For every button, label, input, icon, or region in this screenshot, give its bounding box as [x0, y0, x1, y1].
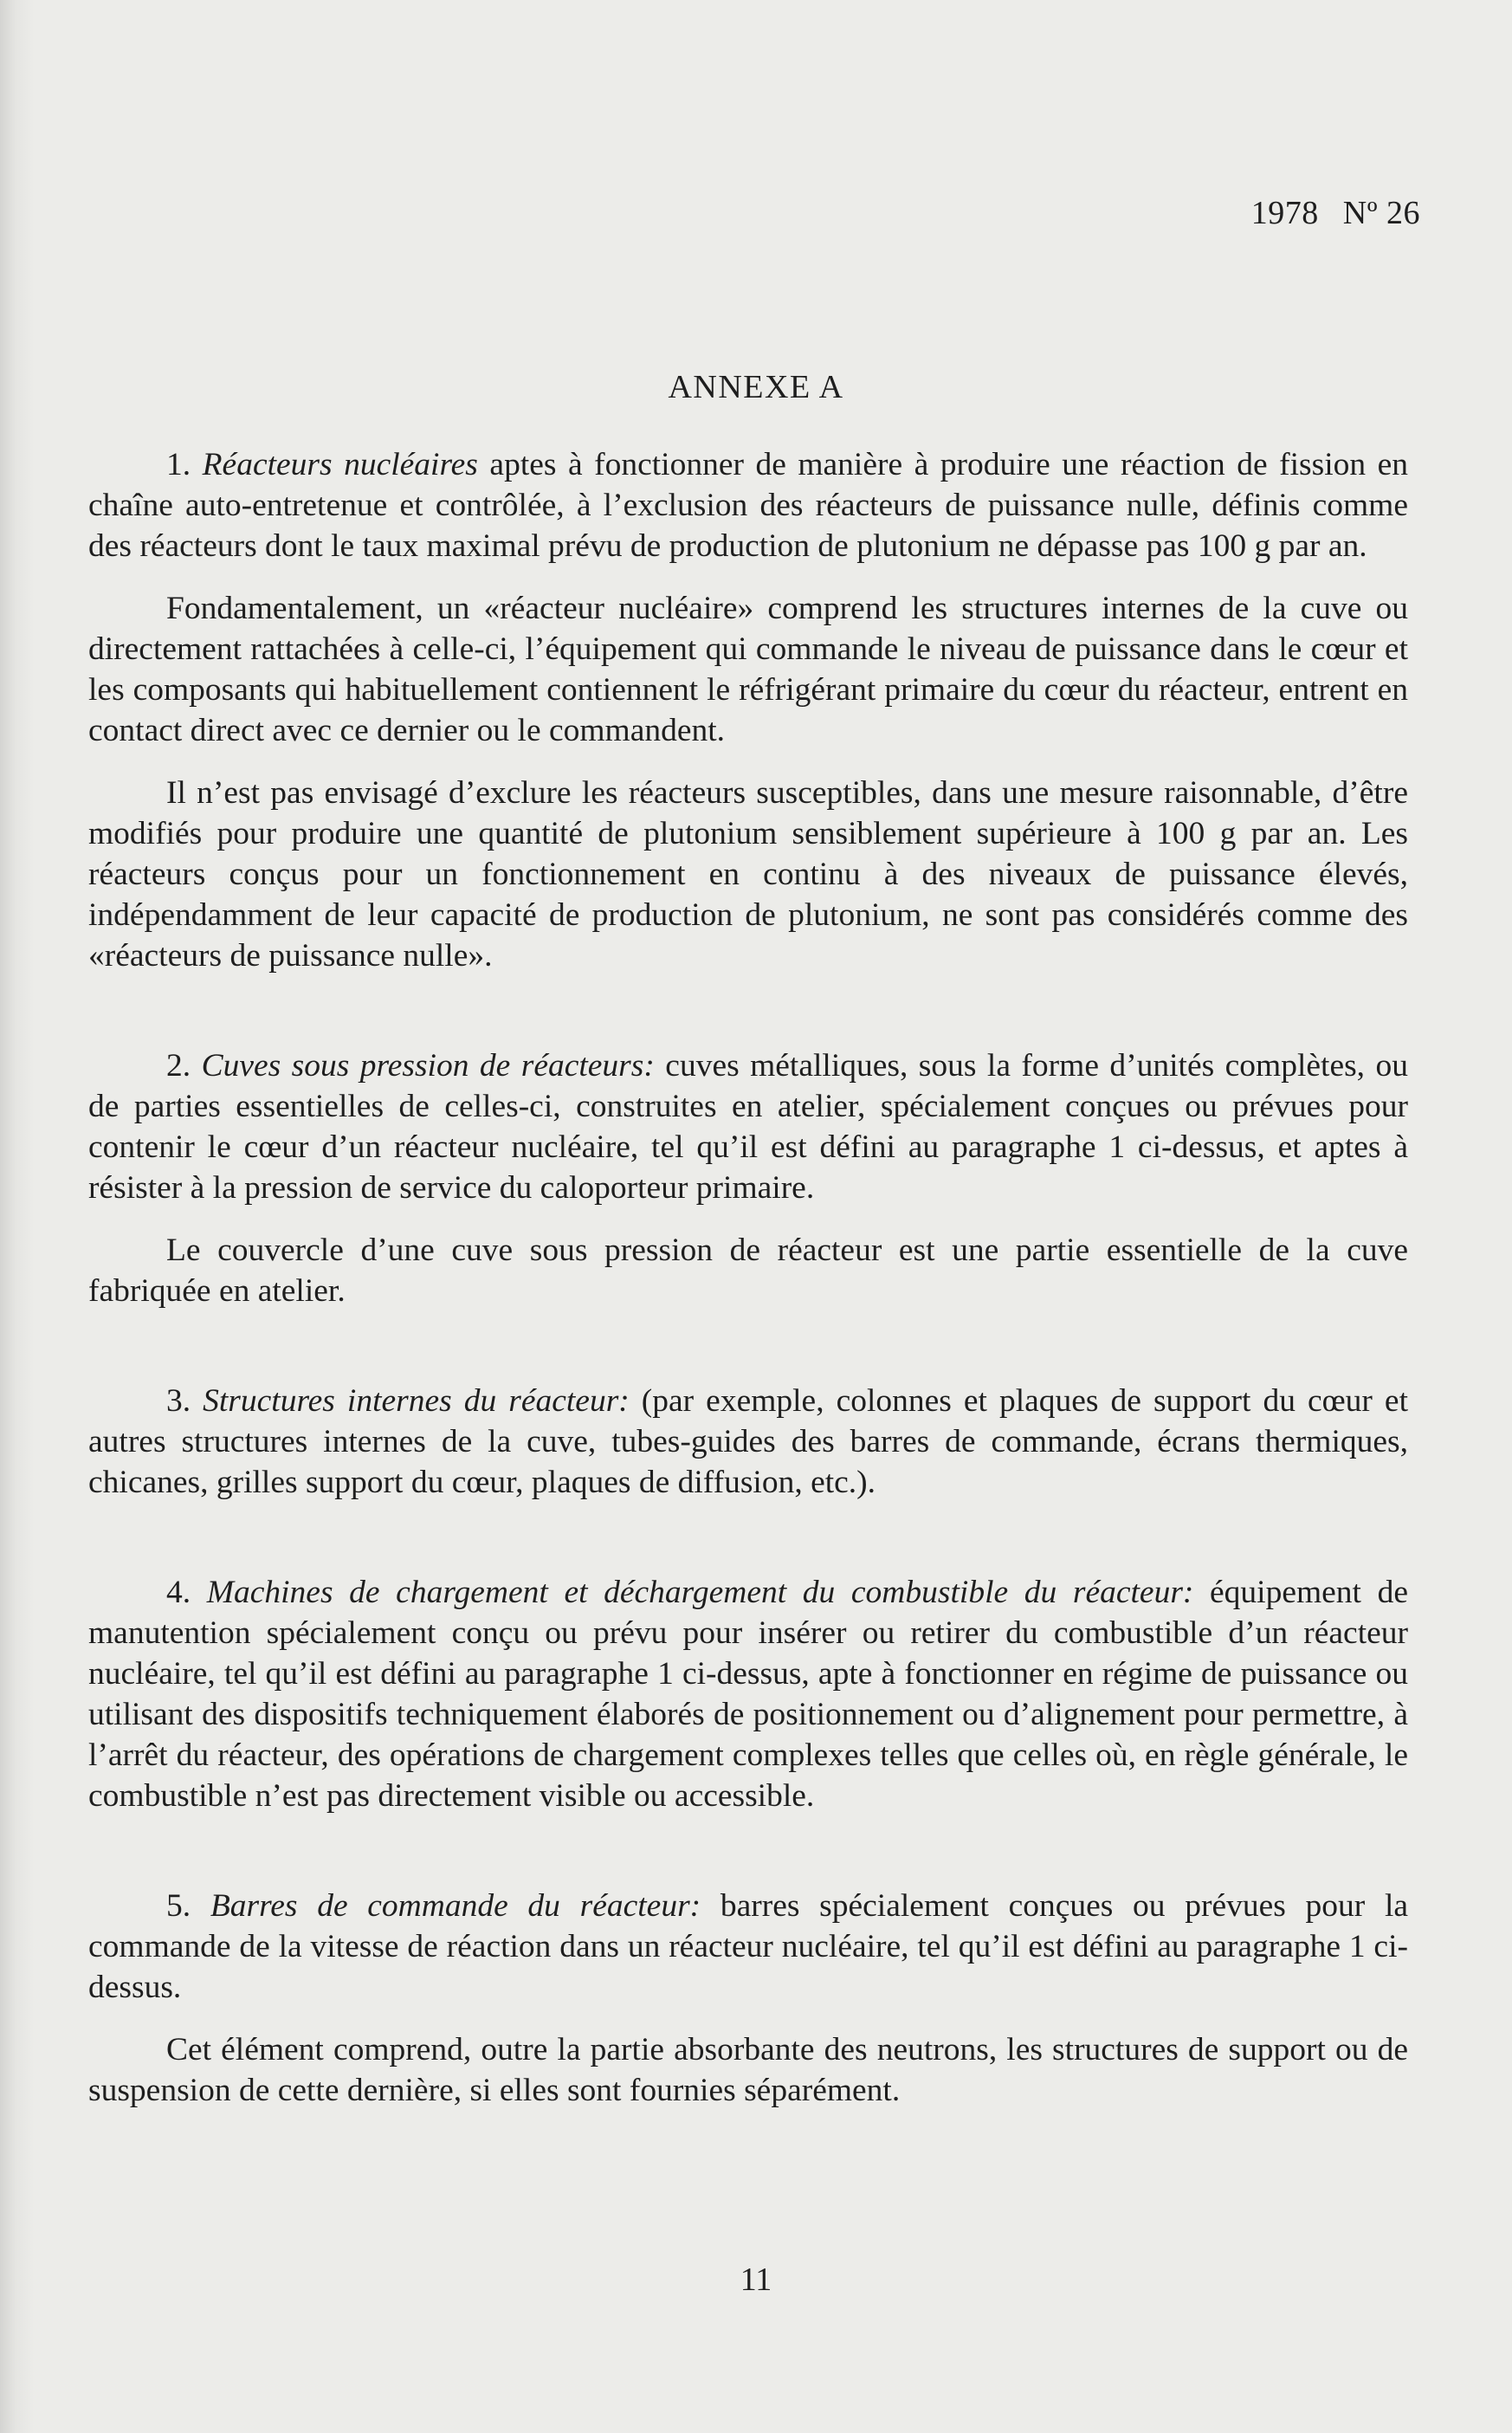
section-2-paragraph	[88, 1045, 1408, 1208]
section-2-text: cuves métalliques, sous la forme d’unités complètes, ou de parties essentielles de celles-ci, construites en atelier, spécialement conçues ou prévues pour contenir le cœur d’un réacteur nucléaire, tel qu’il est défini au paragraphe 1 ci-dessus, et aptes à résister à la pression de service du caloporteur primaire.	[88, 1048, 1408, 1206]
section-1-text: aptes à fonctionner de manière à produire une réaction de fission en chaîne auto-entretenue et contrôlée, à l’exclusion des réacteurs de puissance nulle, définis comme des réacteurs dont le taux maximal prévu de production de plutonium ne dépasse pas 100 g par an.	[88, 447, 1409, 564]
section-5-text: barres spécialement conçues ou prévues pour la commande de la vitesse de réaction dans un réacteur nucléaire, tel qu’il est défini au paragraphe 1 ci-dessus.	[88, 1888, 1409, 2005]
section-1-paragraph-2: Fondamentalement, un «réacteur nucléaire» comprend les structures internes de la cuve ou directement rattachées à celle-ci, l’équipement qui commande le niveau de puissance dans le cœur et les composants qui habituellement contiennent le réfrigérant primaire du cœur du réacteur, entrent en contact direct avec ce dernier ou le commandent.	[88, 591, 1408, 748]
section-1-term: Réacteurs nucléaires	[202, 447, 478, 482]
header-number: Nº 26	[1342, 195, 1420, 231]
annex-title: ANNEXE A	[668, 369, 844, 405]
section-3-term: Structures internes du réacteur:	[203, 1383, 630, 1419]
section-2-term: Cuves sous pression de réacteurs:	[201, 1048, 655, 1084]
section-2-paragraph-2: Le couvercle d’une cuve sous pression de réacteur est une partie essentielle de la cuve fabriquée en atelier.	[88, 1233, 1408, 1309]
section-5-number: 5.	[166, 1888, 191, 1924]
section-5-paragraph-2: Cet élément comprend, outre la partie absorbante des neutrons, les structures de support ou de suspension de cette dernière, si elles sont fournies séparément.	[88, 2032, 1408, 2108]
section-4-text: équipement de manutention spécialement conçu ou prévu pour insérer ou retirer du combustible d’un réacteur nucléaire, tel qu’il est défini au paragraphe 1 ci-dessus, apte à fonctionner en régime de puissance ou utilisant des dispositifs techniquement élaborés de positionnement ou d’alignement pour permettre, à l’arrêt du réacteur, des opérations de chargement complexes telles que celles où, en règle générale, le combustible n’est pas directement visible ou accessible.	[88, 1575, 1408, 1814]
page-header	[1251, 194, 1420, 232]
section-4-paragraph	[88, 1572, 1408, 1816]
section-1-paragraph-3: Il n’est pas envisagé d’exclure les réacteurs susceptibles, dans une mesure raisonnable, d’être modifiés pour produire une quantité de plutonium sensiblement supérieure à 100 g par an. Les réacteurs conçus pour un fonctionnement en continu à des niveaux de puissance élevés, indépendamment de leur capacité de production de plutonium, ne sont pas considérés comme des «réacteurs de puissance nulle».	[88, 775, 1408, 974]
section-3-text: (par exemple, colonnes et plaques de support du cœur et autres structures internes de la cuve, tubes-guides des barres de commande, écrans thermiques, chicanes, grilles support du cœur, plaques de diffusion, etc.).	[88, 1383, 1408, 1500]
section-3-paragraph	[88, 1381, 1408, 1503]
page-number: 11	[740, 2262, 772, 2298]
section-2-number: 2.	[166, 1048, 191, 1084]
section-5-paragraph	[88, 1886, 1408, 2008]
header-year: 1978	[1250, 195, 1319, 231]
section-4-number: 4.	[166, 1575, 191, 1610]
body-text	[88, 444, 1408, 2111]
section-4-term: Machines de chargement et déchargement du combustible du réacteur:	[206, 1575, 1194, 1610]
section-5-term: Barres de commande du réacteur:	[210, 1888, 701, 1924]
section-1-paragraph	[88, 444, 1408, 566]
section-1-number: 1.	[166, 447, 191, 482]
section-3-number: 3.	[166, 1383, 191, 1419]
